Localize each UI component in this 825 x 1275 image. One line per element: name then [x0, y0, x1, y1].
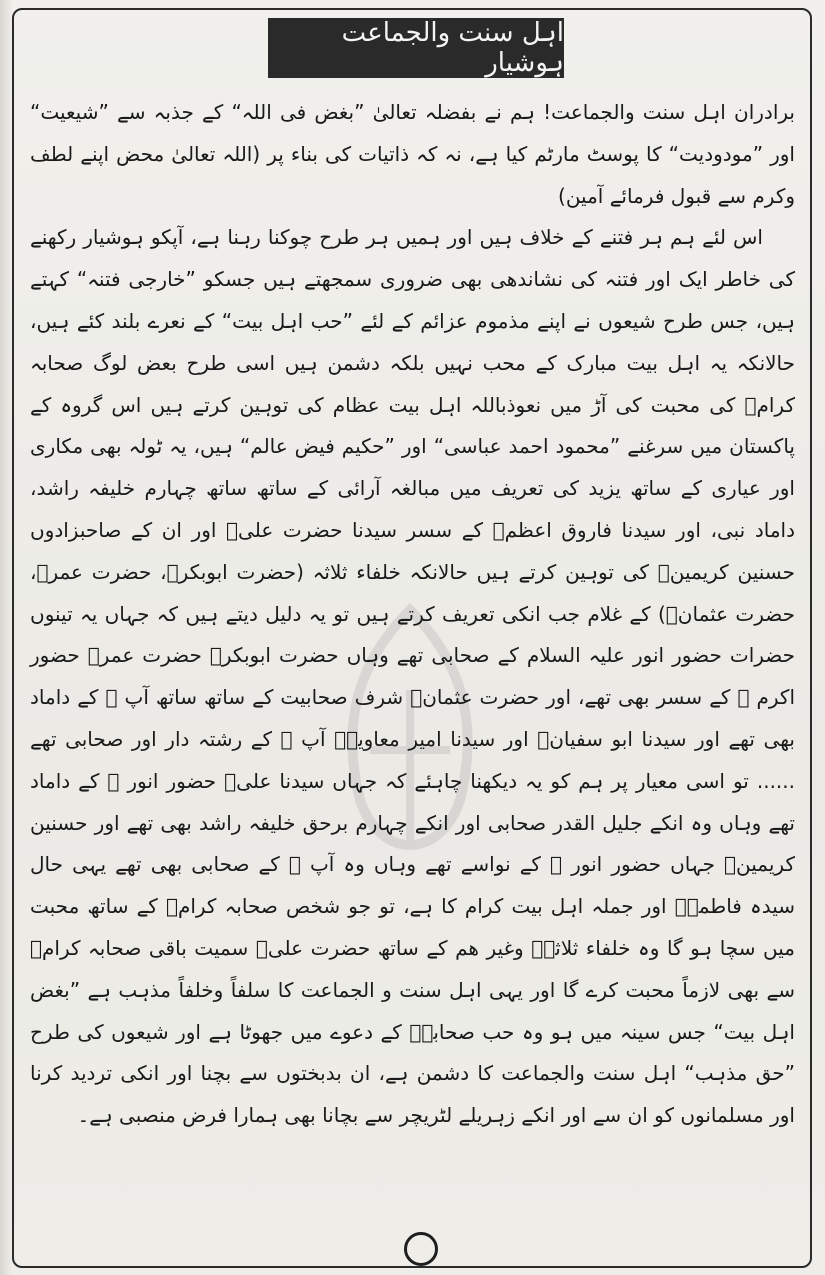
- paragraph-intro: برادران اہل سنت والجماعت! ہم نے بفضلہ تعالیٰ ”بغض فی اللہ“ کے جذبہ سے ”شیعیت“ اور ”مودودیت“ کا پوسٹ مارٹم کیا ہے، نہ کہ ذاتیات کی بناء پر (اللہ تعالیٰ محض اپنے لطف وکرم سے قبول فرمائے آمین): [30, 100, 795, 208]
- page-spine-shadow: [0, 0, 12, 1275]
- article-body: [30, 92, 795, 1137]
- end-of-section-circle-icon: [404, 1232, 438, 1266]
- title-banner: [268, 18, 564, 78]
- paragraph-main: اس لئے ہم ہر فتنے کے خلاف ہیں اور ہمیں ہر طرح چوکنا رہنا ہے، آپکو ہوشیار رکھنے کی خاطر ایک اور فتنہ کی نشاندھی بھی ضروری سمجھتے ہیں جسکو ”خارجی فتنہ“ کہتے ہیں، جس طرح شیعوں نے اپنے مذموم عزائم کے لئے ”حب اہل بیت“ کے نعرے بلند کئے ہیں، حالانکہ یہ اہل بیت مبارک کے محب نہیں بلکہ دشمن ہیں اسی طرح بعض لوگ صحابہ کرامؓ کی محبت کی آڑ میں نعوذباللہ اہل بیت عظام کی توہین کرتے ہیں اس گروہ کے پاکستان میں سرغنے ”محمود احمد عباسی“ اور ”حکیم فیض عالم“ ہیں، یہ ٹولہ بھی مکاری اور عیاری کے ساتھ یزید کی تعریف میں مبالغہ آرائی کے ساتھ ساتھ چہارم خلیفہ راشد، داماد نبی، اور سیدنا فاروق اعظمؓ کے سسر سیدنا حضرت علیؓ اور ان کے صاحبزادوں حسنین کریمینؓ کی توہین کرتے ہیں حالانکہ خلفاء ثلاثہ (حضرت ابوبکرؓ، حضرت عمرؓ، حضرت عثمانؓ) کے غلام جب انکی تعریف کرتے ہیں تو یہ دلیل دیتے ہیں کہ جہاں یہ تینوں حضرات حضور انور علیہ السلام کے صحابی تھے وہاں حضرت ابوبکرؓ حضرت عمرؓ حضور اکرم ﷺ کے سسر بھی تھے، اور حضرت عثمانؓ شرف صحابیت کے ساتھ ساتھ آپ ﷺ کے داماد بھی تھے اور سیدنا ابو سفیانؓ اور سیدنا امیر معاویہؓ آپ ﷺ کے رشتہ دار اور صحابی تھے ...... تو اسی معیار پر ہم کو یہ دیکھنا چاہئے کہ جہاں سیدنا علیؓ حضور انور ﷺ کے داماد تھے وہاں وہ انکے جلیل القدر صحابی اور انکے چہارم برحق خلیفہ راشد بھی تھے اور حسنین کریمینؓ جہاں حضور انور ﷺ کے نواسے تھے وہاں وہ آپ ﷺ کے صحابی بھی تھے یہی حال سیدہ فاطمہؓ اور جملہ اہل بیت کرام کا ہے، تو جو شخص صحابہ کرامؓ کے ساتھ محبت میں سچا ہو گا وہ خلفاء ثلاثہؓ وغیر ھم کے ساتھ حضرت علیؓ سمیت باقی صحابہ کرامؓ سے بھی لازماً محبت کرے گا اور یہی اہل سنت و الجماعت کا سلفاً وخلفاً مذہب ہے ”بغض اہل بیت“ جس سینہ میں ہو وہ حب صحابہؓ کے دعوے میں جھوٹا ہے اور شیعوں کی طرح ”حق مذہب“ اہل سنت والجماعت کا دشمن ہے، ان بدبختوں سے بچنا اور انکی تردید کرنا اور مسلمانوں کو ان سے اور انکے زہریلے لٹریچر سے بچانا بھی ہمارا فرض منصبی ہے۔: [30, 225, 795, 1128]
- page-title: اہل سنت والجماعت ہوشیار: [341, 18, 564, 78]
